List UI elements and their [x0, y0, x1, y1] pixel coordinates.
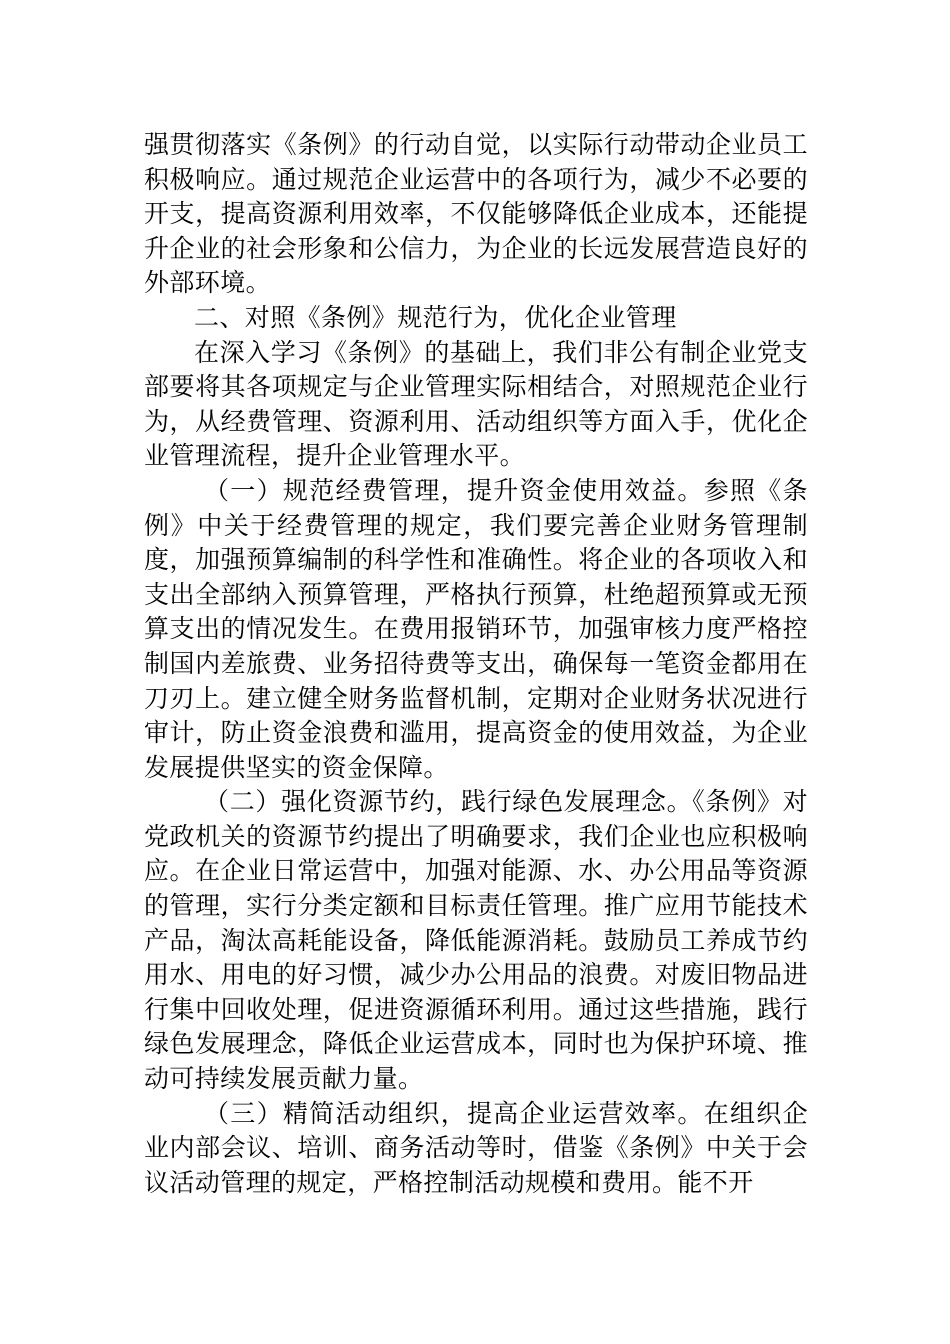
- paragraph-intro: 在深入学习《条例》的基础上，我们非公有制企业党支部要将其各项规定与企业管理实际相结合，对照规范企业行为，从经费管理、资源利用、活动组织等方面入手，优化企业管理流程，提升企业管理水平。: [144, 337, 808, 471]
- paragraph-resource-saving: （二）强化资源节约，践行绿色发展理念。《条例》对党政机关的资源节约提出了明确要求，我们企业也应积极响应。在企业日常运营中，加强对能源、水、办公用品等资源的管理，实行分类定额和目标责任管理。推广应用节能技术产品，淘汰高耗能设备，降低能源消耗。鼓励员工养成节约用水、用电的好习惯，减少办公用品的浪费。对废旧物品进行集中回收处理，促进资源循环利用。通过这些措施，践行绿色发展理念，降低企业运营成本，同时也为保护环境、推动可持续发展贡献力量。: [144, 787, 808, 1094]
- paragraph-continuation: 强贯彻落实《条例》的行动自觉，以实际行动带动企业员工积极响应。通过规范企业运营中的各项行为，减少不必要的开支，提高资源利用效率，不仅能够降低企业成本，还能提升企业的社会形象和公信力，为企业的长远发展营造良好的外部环境。: [144, 130, 808, 298]
- paragraph-funding-management: （一）规范经费管理，提升资金使用效益。参照《条例》中关于经费管理的规定，我们要完善企业财务管理制度，加强预算编制的科学性和准确性。将企业的各项收入和支出全部纳入预算管理，严格执行预算，杜绝超预算或无预算支出的情况发生。在费用报销环节，加强审核力度严格控制国内差旅费、业务招待费等支出，确保每一笔资金都用在刀刃上。建立健全财务监督机制，定期对企业财务状况进行审计，防止资金浪费和滥用，提高资金的使用效益，为企业发展提供坚实的资金保障。: [144, 475, 808, 782]
- paragraph-activity-streamlining: （三）精简活动组织，提高企业运营效率。在组织企业内部会议、培训、商务活动等时，借鉴《条例》中关于会议活动管理的规定，严格控制活动规模和费用。能不开: [144, 1098, 808, 1197]
- section-heading: 二、对照《条例》规范行为，优化企业管理: [194, 302, 677, 332]
- document-body: [144, 128, 808, 1200]
